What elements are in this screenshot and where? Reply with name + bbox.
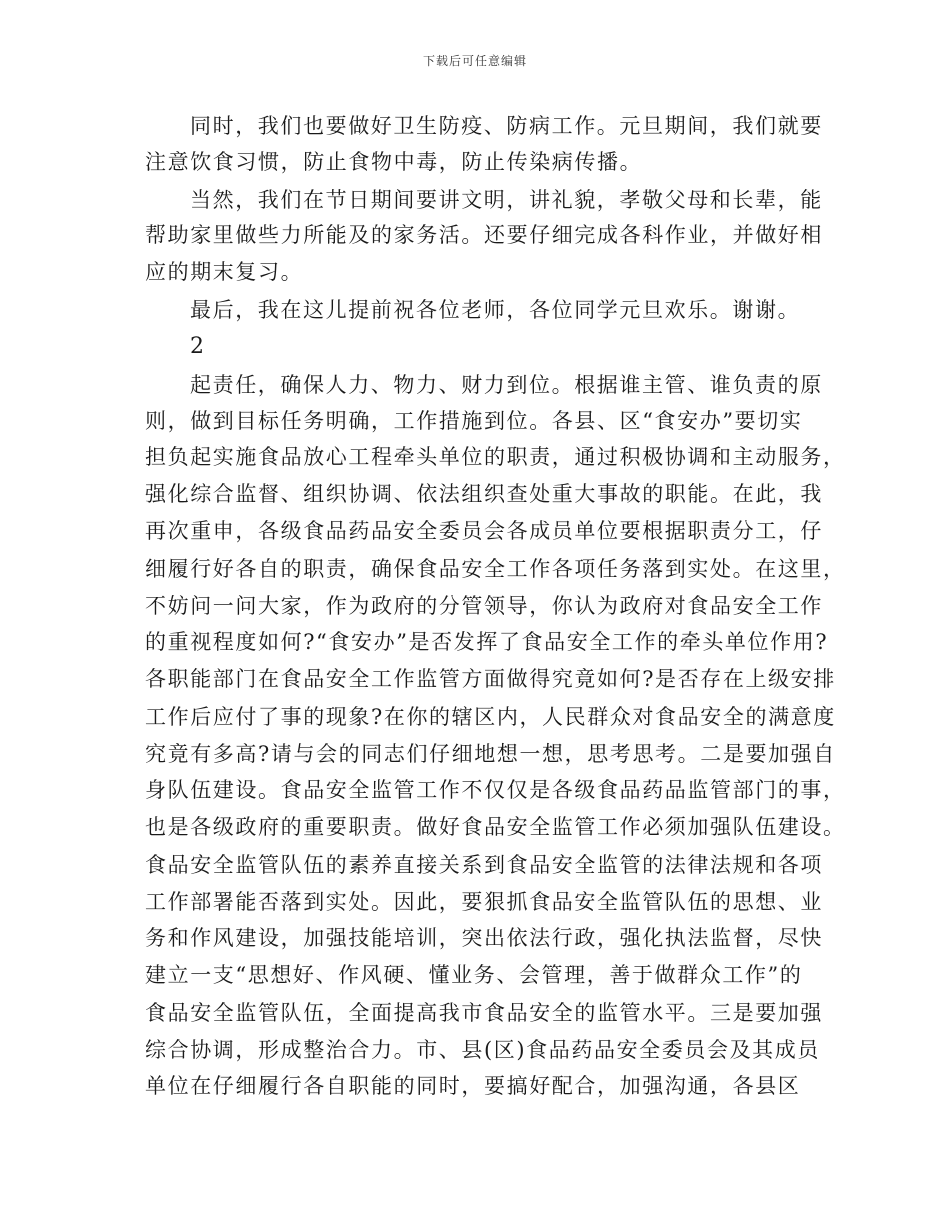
- text-line: 工作部署能否落到实处。因此，要狠抓食品安全监管队伍的思想、业: [145, 890, 823, 914]
- text-line: 帮助家里做些力所能及的家务活。还要仔细完成各科作业，并做好相: [145, 223, 823, 247]
- text-line: 再次重申，各级食品药品安全委员会各成员单位要根据职责分工，仔: [145, 519, 823, 543]
- text-line: 也是各级政府的重要职责。做好食品安全监管工作必须加强队伍建设。: [145, 815, 846, 839]
- text-line: 工作后应付了事的现象?在你的辖区内，人民群众对食品安全的满意度: [145, 705, 836, 729]
- text-line: 务和作风建设，加强技能培训，突出依法行政，强化执法监督，尽快: [145, 926, 823, 950]
- text-line: 担负起实施食品放心工程牵头单位的职责，通过积极协调和主动服务，: [145, 445, 846, 469]
- text-line: 注意饮食习惯，防止食物中毒，防止传染病传播。: [145, 150, 643, 174]
- text-line: 究竟有多高?请与会的同志们仔细地想一想，思考思考。二是要加强自: [145, 742, 836, 766]
- text-line: 应的期末复习。: [145, 260, 304, 284]
- text-line: 同时，我们也要做好卫生防疫、防病工作。元旦期间，我们就要: [190, 114, 823, 138]
- text-line: 不妨问一问大家，作为政府的分管领导，你认为政府对食品安全工作: [145, 594, 823, 618]
- text-line: 细履行好各自的职责，确保食品安全工作各项任务落到实处。在这里，: [145, 557, 846, 581]
- text-line: 食品安全监管队伍的素养直接关系到食品安全监管的法律法规和各项: [145, 853, 823, 877]
- text-line: 建立一支“思想好、作风硬、懂业务、会管理，善于做群众工作”的: [145, 963, 803, 987]
- text-line: 当然，我们在节日期间要讲文明，讲礼貌，孝敬父母和长辈，能: [190, 188, 823, 212]
- page-header: 下载后可任意编辑: [422, 54, 527, 68]
- section-number: 2: [190, 334, 204, 359]
- text-line: 食品安全监管队伍，全面提高我市食品安全的监管水平。三是要加强: [145, 1001, 823, 1025]
- text-line: 则，做到目标任务明确，工作措施到位。各县、区“食安办”要切实: [145, 409, 803, 433]
- text-line: 身队伍建设。食品安全监管工作不仅仅是各级食品药品监管部门的事，: [145, 778, 846, 802]
- text-line: 最后，我在这儿提前祝各位老师，各位同学元旦欢乐。谢谢。: [190, 298, 801, 322]
- text-line: 强化综合监督、组织协调、依法组织查处重大事故的职能。在此，我: [145, 482, 823, 506]
- text-line: 起责任，确保人力、物力、财力到位。根据谁主管、谁负责的原: [190, 373, 823, 397]
- text-line: 单位在仔细履行各自职能的同时，要搞好配合，加强沟通，各县区: [145, 1074, 801, 1098]
- text-line: 各职能部门在食品安全工作监管方面做得究竟如何?是否存在上级安排: [145, 667, 836, 691]
- text-line: 的重视程度如何?“食安办”是否发挥了食品安全工作的牵头单位作用?: [145, 630, 829, 654]
- text-line: 综合协调，形成整治合力。市、县(区)食品药品安全委员会及其成员: [145, 1038, 820, 1062]
